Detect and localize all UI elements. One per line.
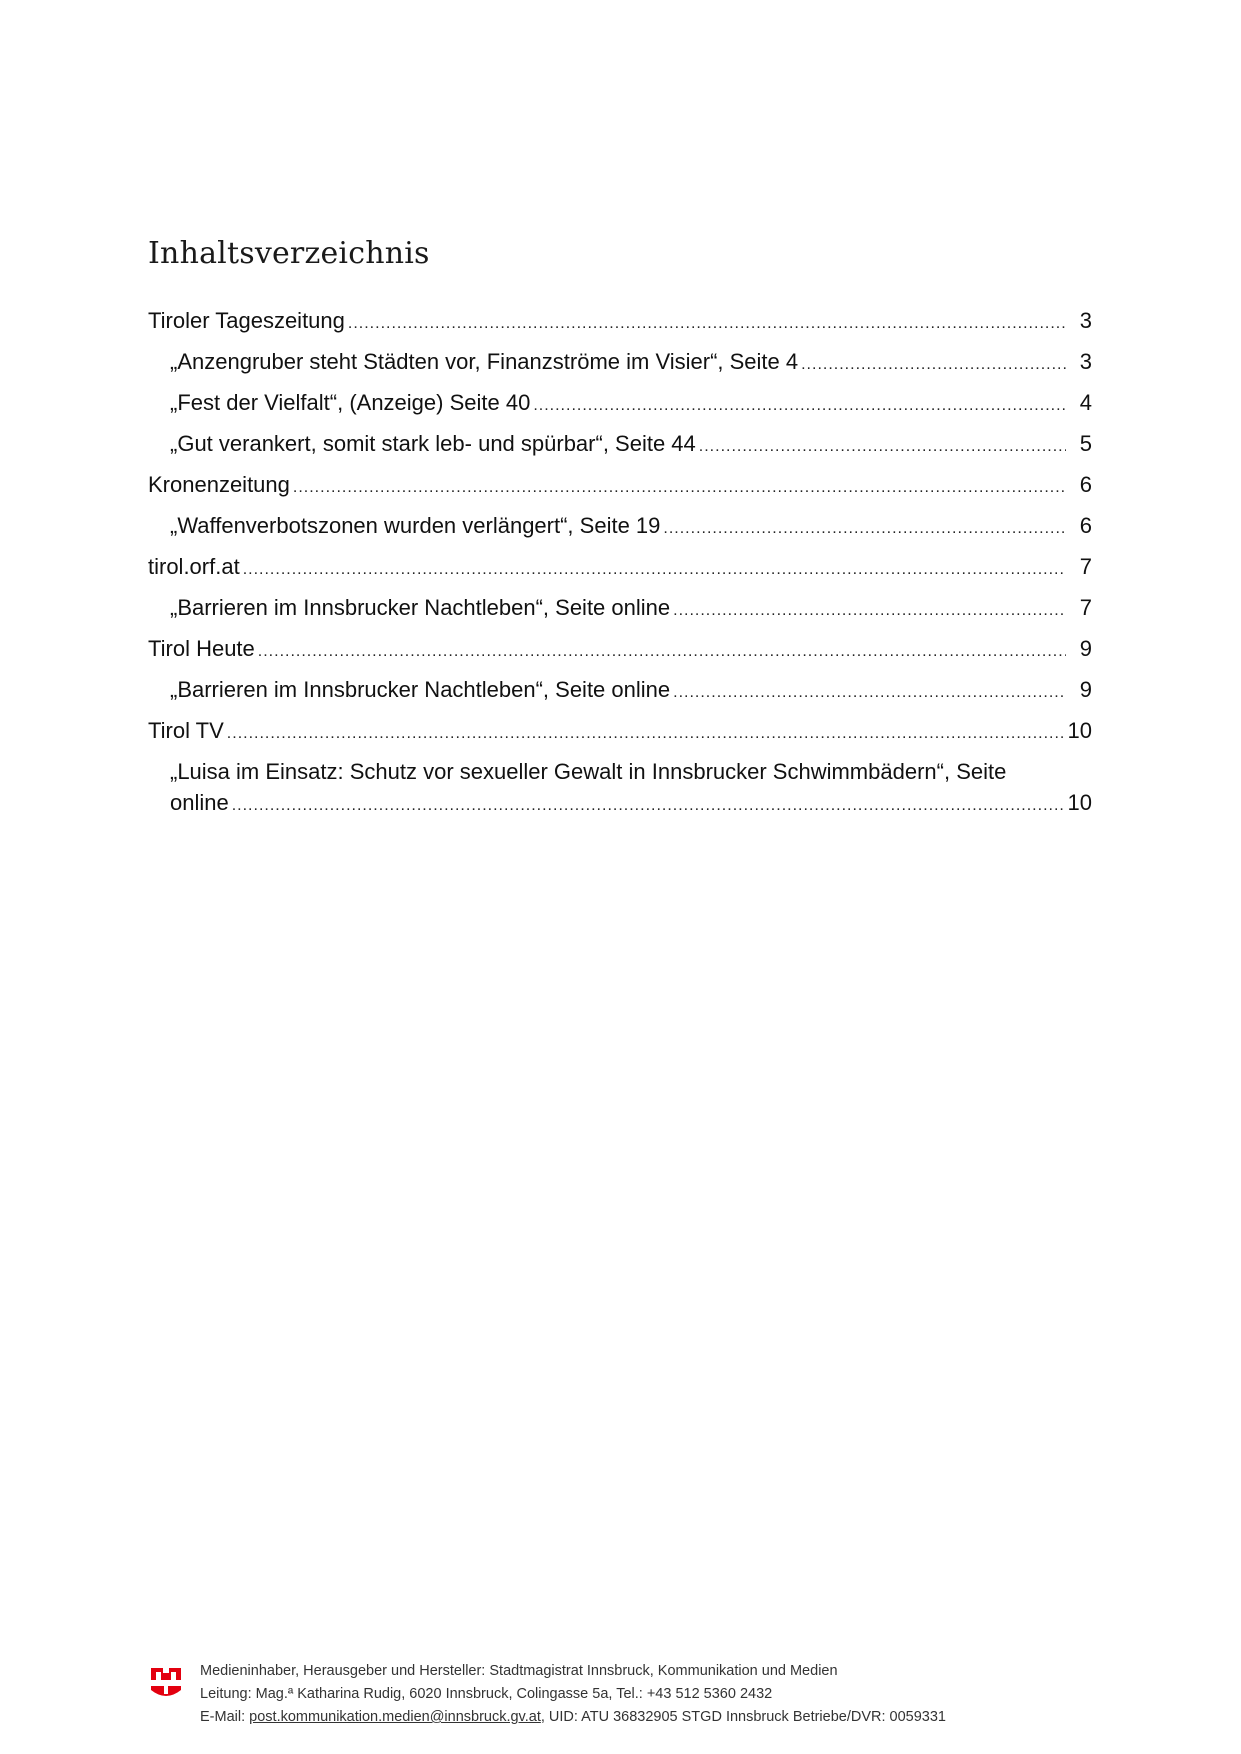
- toc-entry-label: „Luisa im Einsatz: Schutz vor sexueller Gewalt in Innsbrucker Schwimmbädern“, Seite: [170, 759, 1007, 784]
- toc-entry[interactable]: [148, 511, 1092, 552]
- toc-entry-label: „Gut verankert, somit stark leb- und spürbar“, Seite 44: [170, 431, 696, 456]
- page-footer: [150, 1660, 1090, 1730]
- toc-dot-leader: [801, 350, 1066, 380]
- toc-entry[interactable]: [148, 429, 1092, 470]
- toc-page-number: 6: [1079, 472, 1092, 497]
- toc-page-number: 3: [1079, 308, 1092, 333]
- toc-dot-leader: [673, 596, 1066, 626]
- toc-entry[interactable]: [148, 306, 1092, 347]
- toc-entry[interactable]: [148, 470, 1092, 511]
- toc-page-number: 3: [1079, 349, 1092, 374]
- toc-entry[interactable]: [148, 675, 1092, 716]
- toc-entry[interactable]: [148, 634, 1092, 675]
- toc-entry[interactable]: [148, 757, 1092, 818]
- innsbruck-coat-of-arms-icon: [150, 1666, 182, 1704]
- footer-registration-info: , UID: ATU 36832905 STGD Innsbruck Betriebe/DVR: 0059331: [540, 1709, 946, 1725]
- toc-entry-label: „Fest der Vielfalt“, (Anzeige) Seite 40: [170, 390, 531, 415]
- toc-dot-leader: [293, 473, 1066, 503]
- toc-page-number: 5: [1079, 431, 1092, 456]
- toc-page-number: 9: [1079, 636, 1092, 661]
- toc-page-number: 4: [1079, 390, 1092, 415]
- toc-page-number: 10: [1067, 790, 1092, 815]
- toc-entry-continuation: [170, 788, 1092, 818]
- toc-page-number: 7: [1079, 554, 1092, 579]
- toc-dot-leader: [533, 391, 1066, 421]
- table-of-contents: [148, 306, 1092, 818]
- footer-line: Medieninhaber, Herausgeber und Hersteller: Stadtmagistrat Innsbruck, Kommunikation und Medien: [200, 1663, 838, 1679]
- toc-dot-leader: [699, 432, 1066, 462]
- toc-entry-label: Tiroler Tageszeitung: [148, 308, 345, 333]
- toc-entry-label: „Waffenverbotszonen wurden verlängert“, Seite 19: [170, 513, 661, 538]
- toc-entry[interactable]: [148, 347, 1092, 388]
- toc-heading: Inhaltsverzeichnis: [148, 236, 430, 271]
- toc-page-number: 10: [1067, 718, 1092, 743]
- toc-dot-leader: [673, 678, 1066, 708]
- toc-dot-leader: [232, 791, 1064, 821]
- toc-entry[interactable]: [148, 552, 1092, 593]
- footer-line: Leitung: Mag.ª Katharina Rudig, 6020 Innsbruck, Colingasse 5a, Tel.: +43 512 5360 2432: [200, 1686, 773, 1702]
- toc-dot-leader: [663, 514, 1066, 544]
- toc-entry[interactable]: [148, 593, 1092, 634]
- toc-entry-label: tirol.orf.at: [148, 554, 240, 579]
- email-label: E-Mail:: [200, 1709, 250, 1725]
- toc-dot-leader: [348, 309, 1066, 339]
- footer-line: [200, 1706, 946, 1729]
- toc-entry-label-continued: online: [170, 790, 229, 815]
- toc-page-number: 7: [1079, 595, 1092, 620]
- footer-imprint: [200, 1660, 946, 1729]
- toc-entry-label: Kronenzeitung: [148, 472, 290, 497]
- toc-dot-leader: [243, 555, 1066, 585]
- toc-entry-label: Tirol Heute: [148, 636, 255, 661]
- email-link[interactable]: post.kommunikation.medien@innsbruck.gv.at: [249, 1709, 541, 1725]
- toc-dot-leader: [258, 637, 1066, 667]
- toc-entry-label: Tirol TV: [148, 718, 224, 743]
- toc-entry-label: „Barrieren im Innsbrucker Nachtleben“, Seite online: [170, 595, 671, 620]
- toc-entry-label: „Barrieren im Innsbrucker Nachtleben“, Seite online: [170, 677, 671, 702]
- toc-page-number: 9: [1079, 677, 1092, 702]
- toc-entry[interactable]: [148, 716, 1092, 757]
- toc-entry-label: „Anzengruber steht Städten vor, Finanzströme im Visier“, Seite 4: [170, 349, 799, 374]
- toc-page-number: 6: [1079, 513, 1092, 538]
- toc-dot-leader: [227, 719, 1064, 749]
- toc-entry[interactable]: [148, 388, 1092, 429]
